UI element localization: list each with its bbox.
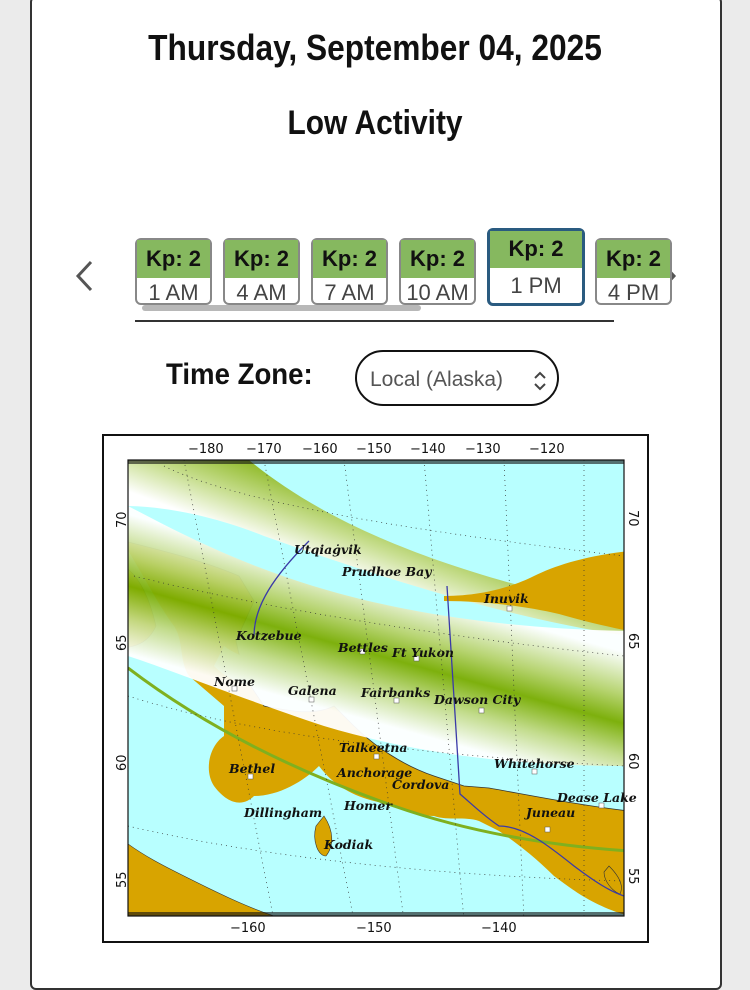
place-label: Kodiak: [324, 837, 374, 852]
latitude-tick: 65: [625, 633, 640, 650]
longitude-tick: −140: [410, 442, 446, 457]
place-label: Bethel: [229, 761, 276, 776]
forecast-slot-selected[interactable]: [487, 228, 585, 306]
longitude-tick: −150: [356, 442, 392, 457]
forecast-slot[interactable]: [135, 238, 212, 305]
kp-value: Kp: 2: [137, 240, 210, 278]
longitude-tick: −160: [230, 921, 266, 936]
latitude-tick: 70: [625, 510, 640, 527]
longitude-tick: −160: [302, 442, 338, 457]
aurora-forecast-map: [102, 434, 649, 943]
place-label: Bettles: [338, 640, 388, 655]
activity-level: Low Activity: [287, 104, 463, 142]
frame-ticks-bottom: [128, 912, 624, 916]
place-label: Prudhoe Bay: [342, 564, 432, 579]
latitude-tick: 65: [115, 634, 130, 651]
place-label: Homer: [344, 798, 392, 813]
slot-time: 10 AM: [406, 280, 469, 305]
slot-time: 4 PM: [607, 280, 660, 305]
place-label: Galena: [288, 683, 337, 698]
place-label: Cordova: [392, 777, 450, 792]
slot-time: 7 AM: [324, 280, 375, 305]
latitude-tick: 55: [115, 871, 130, 888]
strip-scrollbar[interactable]: [142, 305, 421, 311]
kp-value: Kp: 2: [401, 240, 474, 278]
longitude-tick: −180: [188, 442, 224, 457]
place-label: Inuvik: [484, 591, 529, 606]
timezone-select[interactable]: [355, 350, 559, 406]
forecast-slot[interactable]: [311, 238, 388, 305]
kp-value: Kp: 2: [225, 240, 298, 278]
place-label: Fairbanks: [361, 685, 431, 700]
slot-time: 4 AM: [236, 280, 287, 305]
latitude-tick: 55: [625, 868, 640, 885]
slot-time: 1 AM: [148, 280, 199, 305]
kp-value: Kp: 2: [313, 240, 386, 278]
forecast-slot[interactable]: [223, 238, 300, 305]
place-label: Nome: [214, 674, 255, 689]
prev-button[interactable]: [70, 258, 100, 294]
timezone-label: Time Zone:: [166, 358, 313, 391]
latitude-tick: 70: [115, 511, 130, 528]
place-label: Anchorage: [337, 765, 413, 780]
place-label: Dillingham: [244, 805, 323, 820]
longitude-tick: −170: [246, 442, 282, 457]
chevron-left-icon: [70, 258, 100, 294]
forecast-slot[interactable]: [399, 238, 476, 305]
place-label: Utqiaġvik: [294, 542, 362, 557]
place-label: Ft Yukon: [392, 645, 455, 660]
place-label: Dease Lake: [557, 790, 637, 805]
frame-ticks-top: [128, 460, 624, 464]
place-label: Kotzebue: [236, 628, 302, 643]
longitude-tick: −140: [481, 921, 517, 936]
longitude-tick: −130: [465, 442, 501, 457]
kp-value: Kp: 2: [490, 231, 582, 268]
longitude-tick: −120: [529, 442, 565, 457]
map-svg: [104, 436, 647, 941]
slot-time: 1 PM: [510, 273, 562, 298]
forecast-slot[interactable]: [595, 238, 672, 305]
longitude-tick: −150: [356, 921, 392, 936]
place-label: Talkeetna: [339, 740, 408, 755]
place-label: Whitehorse: [494, 756, 575, 771]
kp-value: Kp: 2: [597, 240, 670, 278]
place-label: Juneau: [526, 805, 576, 820]
select-chevron-icon: [532, 370, 548, 392]
place-label: Dawson City: [434, 692, 521, 707]
latitude-tick: 60: [625, 753, 640, 770]
timezone-value: Local (Alaska): [370, 368, 504, 391]
latitude-tick: 60: [115, 754, 130, 771]
forecast-date: Thursday, September 04, 2025: [148, 27, 602, 68]
